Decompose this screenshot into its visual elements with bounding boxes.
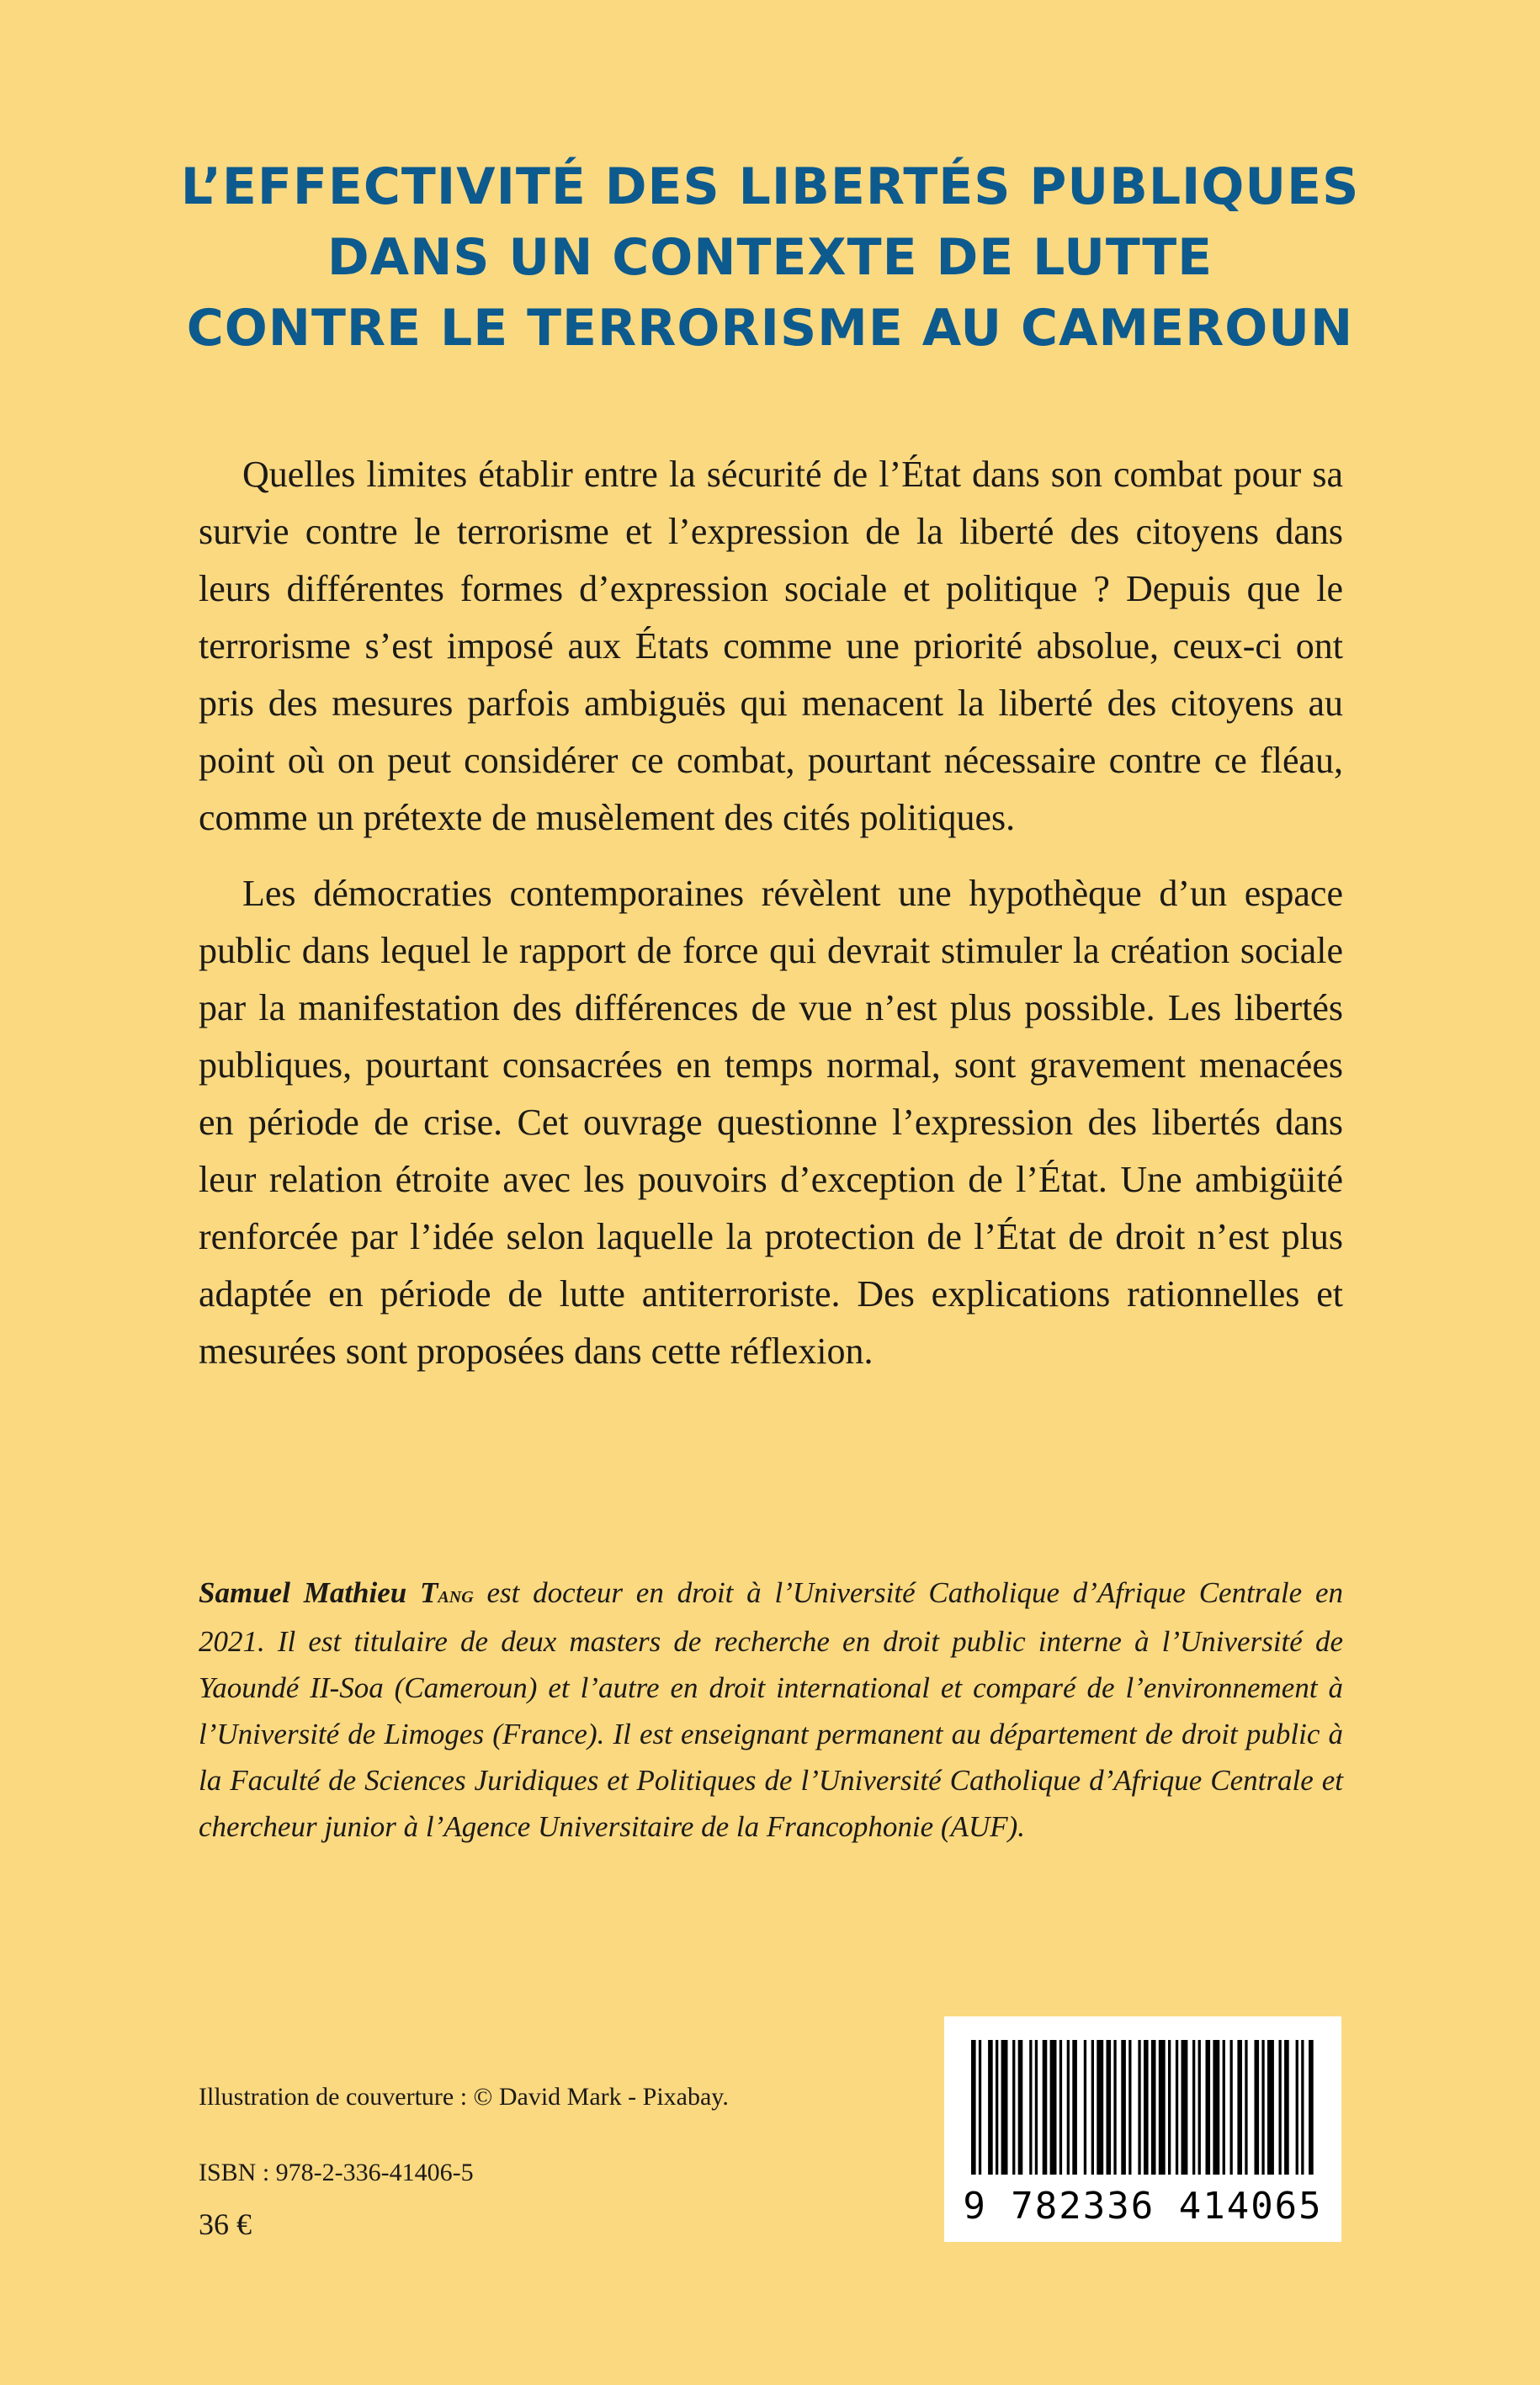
author-bio	[199, 1570, 1343, 1850]
barcode-bar	[1284, 2040, 1289, 2175]
barcode-bar	[1050, 2040, 1057, 2175]
blurb	[199, 446, 1343, 1380]
barcode-bars	[968, 2040, 1318, 2185]
barcode-bar	[1084, 2040, 1086, 2175]
illustration-credit: Illustration de couverture : © David Mark - Pixabay.	[199, 2083, 729, 2111]
barcode-bar	[1198, 2040, 1201, 2175]
barcode-bar	[996, 2040, 998, 2175]
barcode-bar	[1113, 2040, 1116, 2175]
barcode-bar	[1144, 2040, 1149, 2175]
barcode-bar	[1001, 2040, 1008, 2175]
barcode-bar	[979, 2040, 981, 2175]
title-line-1: L’EFFECTIVITÉ DES LIBERTÉS PUBLIQUES	[180, 157, 1360, 216]
barcode-bar	[1097, 2040, 1103, 2175]
barcode-digits: 9 782336 414065	[963, 2185, 1323, 2228]
barcode-bar	[1107, 2040, 1112, 2175]
barcode-bar	[971, 2040, 976, 2175]
author-name	[199, 1576, 474, 1609]
barcode-bar	[1296, 2040, 1298, 2175]
barcode-bar	[1128, 2040, 1131, 2175]
barcode-bar	[988, 2040, 993, 2175]
barcode-bar	[1012, 2040, 1015, 2175]
barcode-bar	[1168, 2040, 1171, 2175]
barcode-bar	[1237, 2040, 1242, 2175]
author-last-rest: ang	[438, 1582, 474, 1608]
barcode	[944, 2016, 1341, 2242]
barcode-bar	[1018, 2040, 1023, 2175]
barcode-bar	[1267, 2040, 1274, 2175]
barcode-bar	[1182, 2040, 1188, 2175]
barcode-bar	[1176, 2040, 1178, 2175]
barcode-bar	[1223, 2040, 1225, 2175]
barcode-bar	[1067, 2040, 1070, 2175]
barcode-bar	[1192, 2040, 1195, 2175]
barcode-bar	[1138, 2040, 1140, 2175]
barcode-bar	[1213, 2040, 1219, 2175]
author-last-initial: T	[420, 1576, 438, 1609]
barcode-bar	[1072, 2040, 1077, 2175]
title-line-3: CONTRE LE TERRORISME AU CAMEROUN	[186, 299, 1354, 358]
barcode-bar	[1151, 2040, 1156, 2175]
barcode-bar	[1261, 2040, 1264, 2175]
barcode-bar	[1121, 2040, 1126, 2175]
barcode-bar	[1159, 2040, 1166, 2175]
barcode-bar	[1035, 2040, 1038, 2175]
price: 36 €	[199, 2207, 252, 2241]
barcode-bar	[1059, 2040, 1062, 2175]
barcode-bar	[1043, 2040, 1048, 2175]
blurb-paragraph-1: Quelles limites établir entre la sécurité de l’État dans son combat pour sa survie contre le terrorisme et l’expression de la liberté des citoyens dans leurs différentes formes d’expression sociale et politique ? Depuis que le terrorisme s’est imposé aux États comme une priorité absolue, ceux-ci ont pris des mesures parfois ambiguës qui menacent la liberté des citoyens au point où on peut considérer ce combat, pourtant nécessaire contre ce fléau, comme un prétexte de musèlement des cités politiques.	[199, 454, 1343, 838]
title-line-2: DANS UN CONTEXTE DE LUTTE	[327, 228, 1213, 287]
author-first-name: Samuel Mathieu	[199, 1576, 407, 1609]
barcode-bar	[1206, 2040, 1211, 2175]
barcode-bar	[1301, 2040, 1304, 2175]
barcode-bar	[1029, 2040, 1032, 2175]
isbn: ISBN : 978-2-336-41406-5	[199, 2159, 474, 2186]
barcode-bar	[1245, 2040, 1247, 2175]
barcode-bar	[1255, 2040, 1260, 2175]
book-title	[0, 151, 1540, 364]
author-bio-text: est docteur en droit à l’Université Catholique d’Afrique Centrale en 2021. Il est titulaire de deux masters de recherche en droit public interne à l’Université de Yaoundé II-Soa (Cameroun) et l’autre en droit international et comparé de l’environnement à l’Université de Limoges (France). Il est enseignant permanent au département de droit public à la Faculté de Sciences Juridiques et Politiques de l’Université Catholique d’Afrique Centrale et chercheur junior à l’Agence Universitaire de la Francophonie (AUF).	[199, 1576, 1343, 1843]
barcode-bar	[1230, 2040, 1233, 2175]
barcode-bar	[1279, 2040, 1282, 2175]
barcode-bar	[1309, 2040, 1314, 2175]
barcode-bar	[1091, 2040, 1094, 2175]
blurb-paragraph-2: Les démocraties contemporaines révèlent une hypothèque d’un espace public dans lequel le rapport de force qui devrait stimuler la création sociale par la manifestation des différences de vue n’est plus possible. Les libertés publiques, pourtant consacrées en temps normal, sont gravement menacées en période de crise. Cet ouvrage questionne l’expression des libertés dans leur relation étroite avec les pouvoirs d’exception de l’État. Une ambigüité renforcée par l’idée selon laquelle la protection de l’État de droit n’est plus adaptée en période de lutte antiterroriste. Des explications rationnelles et mesurées sont proposées dans cette réflexion.	[199, 873, 1343, 1372]
